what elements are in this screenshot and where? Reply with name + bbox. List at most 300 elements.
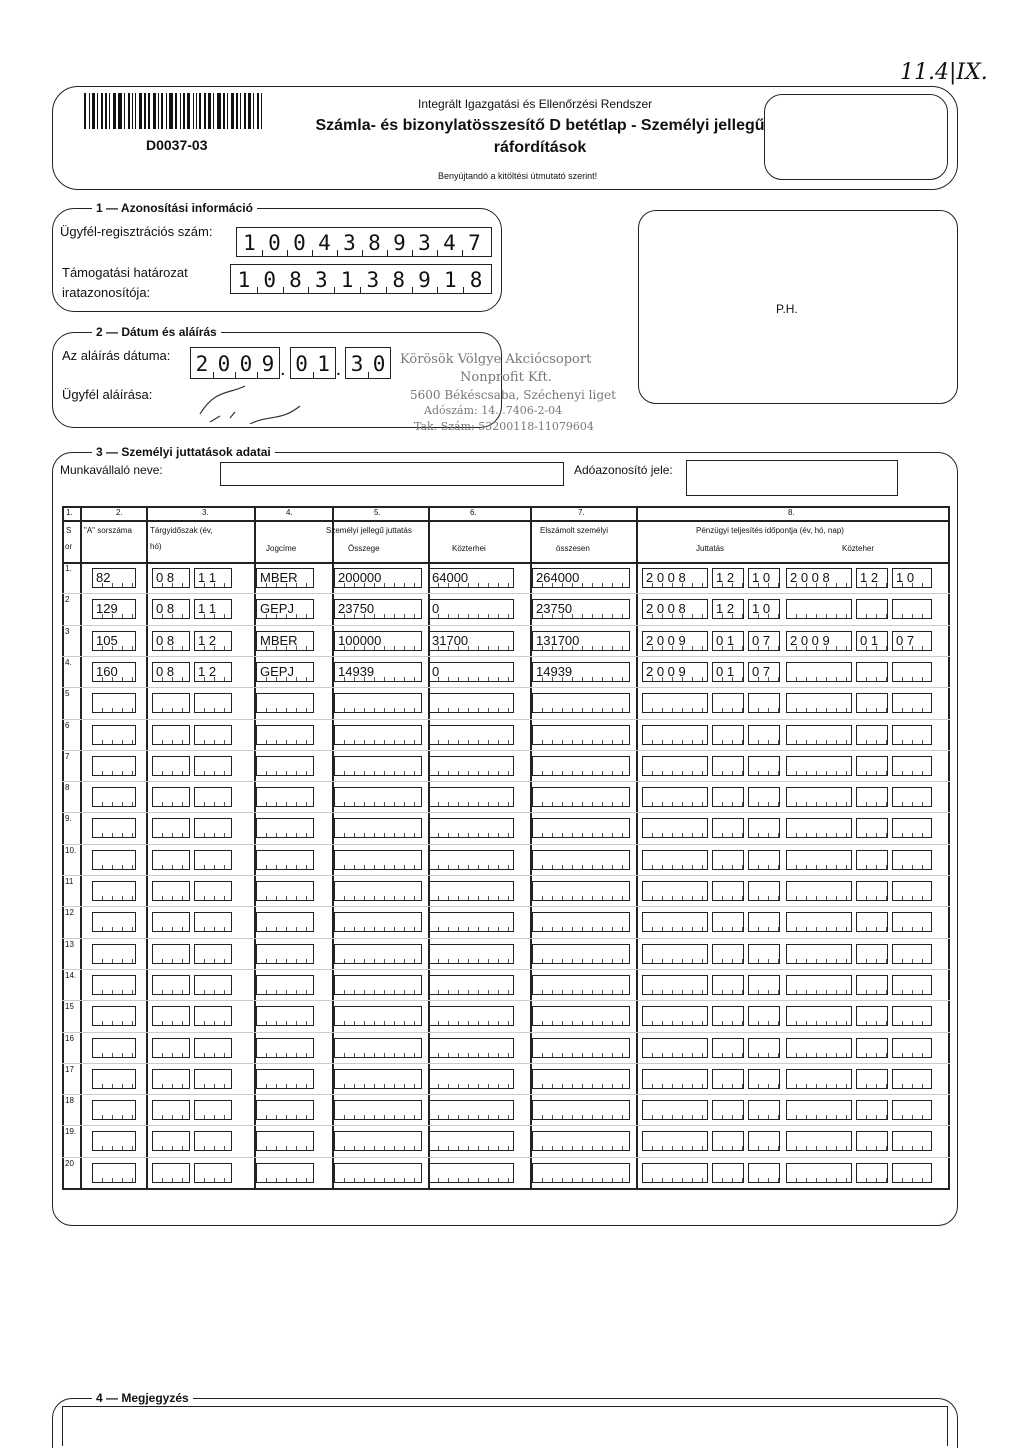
charges-input[interactable]: 31700 (428, 631, 514, 651)
amount-input[interactable] (334, 787, 422, 807)
benefit-year-input[interactable]: 2 0 0 9 (642, 662, 708, 682)
legal-title-input[interactable] (256, 1069, 314, 1089)
benefit-year-input[interactable] (642, 818, 708, 838)
charge-year-input[interactable] (786, 1069, 852, 1089)
period-year-input[interactable] (152, 1006, 190, 1026)
charge-day-input[interactable] (892, 1069, 932, 1089)
amount-input[interactable]: 100000 (334, 631, 422, 651)
benefit-day-input[interactable] (748, 693, 780, 713)
period-year-input[interactable] (152, 850, 190, 870)
header-period-2: hó) (150, 542, 162, 551)
benefit-day-input[interactable] (748, 818, 780, 838)
amount-input[interactable] (334, 850, 422, 870)
benefit-month-input[interactable] (712, 1006, 744, 1026)
charge-year-input[interactable] (786, 850, 852, 870)
charge-month-input[interactable] (856, 662, 888, 682)
barcode-bar (257, 93, 259, 129)
charge-month-input[interactable] (856, 787, 888, 807)
benefit-year-input[interactable] (642, 725, 708, 745)
barcode-bar (196, 93, 197, 129)
total-input[interactable] (532, 912, 630, 932)
charge-day-input[interactable] (892, 1038, 932, 1058)
benefit-year-input[interactable] (642, 1038, 708, 1058)
amount-input[interactable]: 23750 (334, 599, 422, 619)
legal-title-input[interactable]: MBER (256, 631, 314, 651)
total-input[interactable]: 131700 (532, 631, 630, 651)
benefit-day-input[interactable] (748, 1131, 780, 1151)
benefit-day-input[interactable]: 1 0 (748, 599, 780, 619)
charges-input[interactable] (428, 1006, 514, 1026)
charges-input[interactable] (428, 1069, 514, 1089)
charges-input[interactable] (428, 1038, 514, 1058)
period-year-input[interactable] (152, 756, 190, 776)
a-number-input[interactable] (92, 1163, 136, 1183)
benefit-day-input[interactable] (748, 944, 780, 964)
period-year-input[interactable]: 0 8 (152, 662, 190, 682)
legal-title-input[interactable]: GEPJ (256, 599, 314, 619)
stamp-line-4: Adószám: 14...7406-2-04 (424, 404, 563, 417)
charge-year-input[interactable] (786, 912, 852, 932)
period-year-input[interactable] (152, 693, 190, 713)
benefit-month-input[interactable] (712, 787, 744, 807)
period-year-input[interactable] (152, 1100, 190, 1120)
charge-month-input[interactable] (856, 1131, 888, 1151)
charge-day-input[interactable] (892, 1131, 932, 1151)
amount-input[interactable] (334, 693, 422, 713)
column-number: 8. (788, 508, 795, 517)
a-number-input[interactable] (92, 1006, 136, 1026)
legal-title-input[interactable] (256, 975, 314, 995)
charge-year-input[interactable] (786, 725, 852, 745)
amount-input[interactable] (334, 725, 422, 745)
charge-month-input[interactable] (856, 850, 888, 870)
benefit-year-input[interactable] (642, 850, 708, 870)
charges-input[interactable] (428, 975, 514, 995)
charges-input[interactable] (428, 1100, 514, 1120)
charge-day-input[interactable] (892, 693, 932, 713)
charges-input[interactable]: 0 (428, 599, 514, 619)
benefit-year-input[interactable]: 2 0 0 8 (642, 568, 708, 588)
benefit-year-input[interactable] (642, 693, 708, 713)
charge-year-input[interactable]: 2 0 0 9 (786, 631, 852, 651)
total-input[interactable]: 14939 (532, 662, 630, 682)
charge-month-input[interactable] (856, 1100, 888, 1120)
total-input[interactable] (532, 1100, 630, 1120)
charges-input[interactable] (428, 944, 514, 964)
a-number-input[interactable] (92, 944, 136, 964)
charges-input[interactable] (428, 787, 514, 807)
total-input[interactable] (532, 1131, 630, 1151)
charge-month-input[interactable] (856, 1006, 888, 1026)
benefit-year-input[interactable] (642, 787, 708, 807)
grid-row-line (62, 750, 950, 751)
barcode-bar (213, 93, 214, 129)
charge-month-input[interactable] (856, 881, 888, 901)
period-year-input[interactable] (152, 1038, 190, 1058)
benefit-day-input[interactable] (748, 1069, 780, 1089)
charge-month-input[interactable] (856, 944, 888, 964)
benefit-year-input[interactable] (642, 975, 708, 995)
charge-year-input[interactable] (786, 662, 852, 682)
benefit-month-input[interactable] (712, 756, 744, 776)
a-number-input[interactable] (92, 850, 136, 870)
benefit-year-input[interactable] (642, 1163, 708, 1183)
legal-title-input[interactable] (256, 818, 314, 838)
period-month-input[interactable] (194, 693, 232, 713)
benefit-year-input[interactable] (642, 944, 708, 964)
barcode-bar (161, 93, 163, 129)
grid-row-line (62, 1000, 950, 1001)
charge-day-input[interactable] (892, 1163, 932, 1183)
charge-day-input[interactable] (892, 787, 932, 807)
a-number-input[interactable] (92, 881, 136, 901)
barcode-bar (89, 93, 90, 129)
benefit-day-input[interactable] (748, 1038, 780, 1058)
charges-input[interactable]: 0 (428, 662, 514, 682)
a-number-input[interactable] (92, 1069, 136, 1089)
benefit-day-input[interactable]: 0 7 (748, 631, 780, 651)
barcode-bar (231, 93, 234, 129)
amount-input[interactable] (334, 1069, 422, 1089)
date-digit: 0 (368, 348, 390, 378)
legal-title-input[interactable] (256, 787, 314, 807)
amount-input[interactable] (334, 1006, 422, 1026)
benefit-day-input[interactable] (748, 1100, 780, 1120)
barcode-bar (261, 93, 262, 129)
barcode-bar (153, 93, 156, 129)
legal-title-input[interactable] (256, 1163, 314, 1183)
charges-input[interactable] (428, 725, 514, 745)
charge-year-input[interactable] (786, 599, 852, 619)
charge-day-input[interactable] (892, 1006, 932, 1026)
amount-input[interactable]: 14939 (334, 662, 422, 682)
legal-title-input[interactable] (256, 725, 314, 745)
benefit-year-input[interactable] (642, 756, 708, 776)
benefit-day-input[interactable] (748, 756, 780, 776)
benefit-month-input[interactable] (712, 912, 744, 932)
benefit-month-input[interactable] (712, 944, 744, 964)
period-month-input[interactable] (194, 756, 232, 776)
date-field[interactable] (190, 345, 391, 379)
charge-month-input[interactable] (856, 756, 888, 776)
total-input[interactable] (532, 818, 630, 838)
charge-month-input[interactable]: 1 2 (856, 568, 888, 588)
legal-title-input[interactable] (256, 1100, 314, 1120)
benefit-day-input[interactable]: 1 0 (748, 568, 780, 588)
benefit-day-input[interactable] (748, 850, 780, 870)
charge-day-input[interactable]: 0 7 (892, 631, 932, 651)
benefit-year-input[interactable] (642, 1069, 708, 1089)
a-number-input[interactable] (92, 975, 136, 995)
benefit-month-input[interactable] (712, 850, 744, 870)
benefit-year-input[interactable] (642, 1006, 708, 1026)
a-number-input[interactable] (92, 1038, 136, 1058)
legal-title-input[interactable] (256, 1038, 314, 1058)
total-input[interactable] (532, 756, 630, 776)
total-input[interactable] (532, 881, 630, 901)
grid-column-line (146, 506, 148, 1188)
amount-input[interactable] (334, 975, 422, 995)
period-month-input[interactable] (194, 1131, 232, 1151)
total-input[interactable] (532, 944, 630, 964)
charge-day-input[interactable] (892, 912, 932, 932)
a-number-input[interactable] (92, 818, 136, 838)
period-year-input[interactable] (152, 787, 190, 807)
digit-cell: 1 (243, 231, 256, 255)
date-digit: 0 (213, 348, 235, 378)
charge-day-input[interactable] (892, 818, 932, 838)
benefit-year-input[interactable]: 2 0 0 8 (642, 599, 708, 619)
charge-year-input[interactable] (786, 881, 852, 901)
charge-year-input[interactable] (786, 944, 852, 964)
period-month-input[interactable] (194, 818, 232, 838)
charges-input[interactable] (428, 881, 514, 901)
amount-input[interactable]: 200000 (334, 568, 422, 588)
charges-input[interactable] (428, 912, 514, 932)
period-month-input[interactable] (194, 1163, 232, 1183)
row-number: 17 (65, 1064, 74, 1074)
charge-day-input[interactable] (892, 662, 932, 682)
period-month-input[interactable]: 1 1 (194, 568, 232, 588)
amount-input[interactable] (334, 818, 422, 838)
total-input[interactable] (532, 850, 630, 870)
benefit-month-input[interactable] (712, 693, 744, 713)
a-number-input[interactable] (92, 756, 136, 776)
total-input[interactable] (532, 693, 630, 713)
total-input[interactable] (532, 725, 630, 745)
legal-title-input[interactable] (256, 850, 314, 870)
barcode-bar (128, 93, 130, 129)
period-month-input[interactable]: 1 2 (194, 631, 232, 651)
charge-day-input[interactable] (892, 850, 932, 870)
period-year-input[interactable] (152, 1069, 190, 1089)
legal-title-input[interactable] (256, 944, 314, 964)
employee-name-input[interactable] (220, 462, 564, 486)
decision-id-field[interactable] (230, 264, 492, 294)
period-month-input[interactable] (194, 881, 232, 901)
barcode-bar (84, 93, 86, 129)
a-number-input[interactable]: 160 (92, 662, 136, 682)
period-month-input[interactable] (194, 1100, 232, 1120)
benefit-month-input[interactable] (712, 881, 744, 901)
charge-month-input[interactable] (856, 912, 888, 932)
charge-day-input[interactable] (892, 975, 932, 995)
charge-year-input[interactable] (786, 787, 852, 807)
benefit-month-input[interactable] (712, 1069, 744, 1089)
decision-label-2: iratazonosítója: (62, 285, 151, 300)
period-year-input[interactable] (152, 912, 190, 932)
benefit-month-input[interactable] (712, 1131, 744, 1151)
amount-input[interactable] (334, 1100, 422, 1120)
grid-row-line (62, 1125, 950, 1126)
period-month-input[interactable] (194, 1006, 232, 1026)
legal-title-input[interactable]: GEPJ (256, 662, 314, 682)
period-year-input[interactable] (152, 1131, 190, 1151)
benefit-day-input[interactable] (748, 975, 780, 995)
date-group (290, 347, 336, 379)
benefit-month-input[interactable]: 1 2 (712, 568, 744, 588)
a-number-input[interactable] (92, 1100, 136, 1120)
charge-month-input[interactable] (856, 725, 888, 745)
charges-input[interactable] (428, 693, 514, 713)
legal-title-input[interactable] (256, 693, 314, 713)
charge-month-input[interactable] (856, 1038, 888, 1058)
charge-day-input[interactable] (892, 725, 932, 745)
total-input[interactable] (532, 1069, 630, 1089)
benefit-day-input[interactable]: 0 7 (748, 662, 780, 682)
benefit-year-input[interactable] (642, 1131, 708, 1151)
total-input[interactable] (532, 1006, 630, 1026)
amount-input[interactable] (334, 912, 422, 932)
client-reg-field[interactable] (236, 227, 492, 257)
charge-day-input[interactable] (892, 881, 932, 901)
total-input[interactable]: 264000 (532, 568, 630, 588)
period-year-input[interactable]: 0 8 (152, 568, 190, 588)
charge-month-input[interactable] (856, 1163, 888, 1183)
charge-month-input[interactable] (856, 1069, 888, 1089)
charge-month-input[interactable] (856, 818, 888, 838)
benefit-year-input[interactable]: 2 0 0 9 (642, 631, 708, 651)
charge-month-input[interactable] (856, 975, 888, 995)
tax-id-input[interactable] (686, 460, 898, 496)
legal-title-input[interactable] (256, 881, 314, 901)
a-number-input[interactable]: 129 (92, 599, 136, 619)
period-year-input[interactable]: 0 8 (152, 631, 190, 651)
benefit-month-input[interactable] (712, 818, 744, 838)
period-month-input[interactable] (194, 944, 232, 964)
total-input[interactable]: 23750 (532, 599, 630, 619)
benefit-day-input[interactable] (748, 787, 780, 807)
a-number-input[interactable]: 105 (92, 631, 136, 651)
charge-year-input[interactable] (786, 1100, 852, 1120)
column-number: 7. (578, 508, 585, 517)
period-month-input[interactable] (194, 850, 232, 870)
charges-input[interactable] (428, 1131, 514, 1151)
period-year-input[interactable] (152, 881, 190, 901)
period-year-input[interactable] (152, 818, 190, 838)
amount-input[interactable] (334, 944, 422, 964)
charge-day-input[interactable]: 1 0 (892, 568, 932, 588)
charges-input[interactable] (428, 756, 514, 776)
charges-input[interactable] (428, 850, 514, 870)
signature-field[interactable] (190, 384, 320, 420)
charge-year-input[interactable] (786, 818, 852, 838)
benefit-day-input[interactable] (748, 912, 780, 932)
benefit-month-input[interactable]: 0 1 (712, 631, 744, 651)
total-input[interactable] (532, 975, 630, 995)
grid-row-line (62, 938, 950, 939)
legal-title-input[interactable] (256, 912, 314, 932)
row-number: 9. (65, 814, 72, 824)
period-month-input[interactable]: 1 1 (194, 599, 232, 619)
benefit-year-input[interactable] (642, 881, 708, 901)
benefit-day-input[interactable] (748, 725, 780, 745)
period-month-input[interactable] (194, 725, 232, 745)
charge-day-input[interactable] (892, 1100, 932, 1120)
signature-label: Ügyfél aláírása: (62, 387, 153, 402)
period-year-input[interactable] (152, 944, 190, 964)
charge-day-input[interactable] (892, 756, 932, 776)
benefit-day-input[interactable] (748, 1163, 780, 1183)
benefit-month-input[interactable] (712, 1038, 744, 1058)
amount-input[interactable] (334, 1038, 422, 1058)
charge-year-input[interactable] (786, 1163, 852, 1183)
period-year-input[interactable] (152, 975, 190, 995)
charge-year-input[interactable]: 2 0 0 8 (786, 568, 852, 588)
legal-title-input[interactable]: MBER (256, 568, 314, 588)
charge-month-input[interactable] (856, 693, 888, 713)
a-number-input[interactable] (92, 787, 136, 807)
a-number-input[interactable] (92, 912, 136, 932)
benefit-month-input[interactable]: 0 1 (712, 662, 744, 682)
period-month-input[interactable] (194, 975, 232, 995)
benefit-month-input[interactable] (712, 1163, 744, 1183)
grid-row-line (62, 812, 950, 813)
charges-input[interactable]: 64000 (428, 568, 514, 588)
amount-input[interactable] (334, 1131, 422, 1151)
period-year-input[interactable] (152, 725, 190, 745)
a-number-input[interactable]: 82 (92, 568, 136, 588)
benefit-year-input[interactable] (642, 1100, 708, 1120)
charge-day-input[interactable] (892, 599, 932, 619)
legal-title-input[interactable] (256, 1131, 314, 1151)
benefit-day-input[interactable] (748, 1006, 780, 1026)
period-month-input[interactable] (194, 912, 232, 932)
period-month-input[interactable] (194, 787, 232, 807)
a-number-input[interactable] (92, 693, 136, 713)
digit-cell: 3 (337, 228, 362, 256)
charge-year-input[interactable] (786, 693, 852, 713)
header-legal-title: Jogcíme (266, 544, 297, 553)
benefit-month-input[interactable] (712, 1100, 744, 1120)
legal-title-input[interactable] (256, 756, 314, 776)
period-year-input[interactable]: 0 8 (152, 599, 190, 619)
amount-input[interactable] (334, 756, 422, 776)
charge-month-input[interactable]: 0 1 (856, 631, 888, 651)
period-month-input[interactable] (194, 1038, 232, 1058)
grid-row-line (62, 906, 950, 907)
period-year-input[interactable] (152, 1163, 190, 1183)
charge-year-input[interactable] (786, 1131, 852, 1151)
total-input[interactable] (532, 1163, 630, 1183)
charges-input[interactable] (428, 1163, 514, 1183)
benefit-month-input[interactable] (712, 975, 744, 995)
charges-input[interactable] (428, 818, 514, 838)
benefit-month-input[interactable]: 1 2 (712, 599, 744, 619)
amount-input[interactable] (334, 1163, 422, 1183)
legal-title-input[interactable] (256, 1006, 314, 1026)
charge-year-input[interactable] (786, 1038, 852, 1058)
total-input[interactable] (532, 787, 630, 807)
digit-cell: 1 (237, 268, 251, 292)
benefit-year-input[interactable] (642, 912, 708, 932)
a-number-input[interactable] (92, 1131, 136, 1151)
period-month-input[interactable] (194, 1069, 232, 1089)
charge-month-input[interactable] (856, 599, 888, 619)
a-number-input[interactable] (92, 725, 136, 745)
period-month-input[interactable]: 1 2 (194, 662, 232, 682)
total-input[interactable] (532, 1038, 630, 1058)
charge-year-input[interactable] (786, 756, 852, 776)
charge-year-input[interactable] (786, 1006, 852, 1026)
charge-year-input[interactable] (786, 975, 852, 995)
stamp-area-box (638, 210, 958, 404)
benefit-day-input[interactable] (748, 881, 780, 901)
benefit-month-input[interactable] (712, 725, 744, 745)
amount-input[interactable] (334, 881, 422, 901)
remarks-input[interactable] (62, 1406, 948, 1446)
charge-day-input[interactable] (892, 944, 932, 964)
